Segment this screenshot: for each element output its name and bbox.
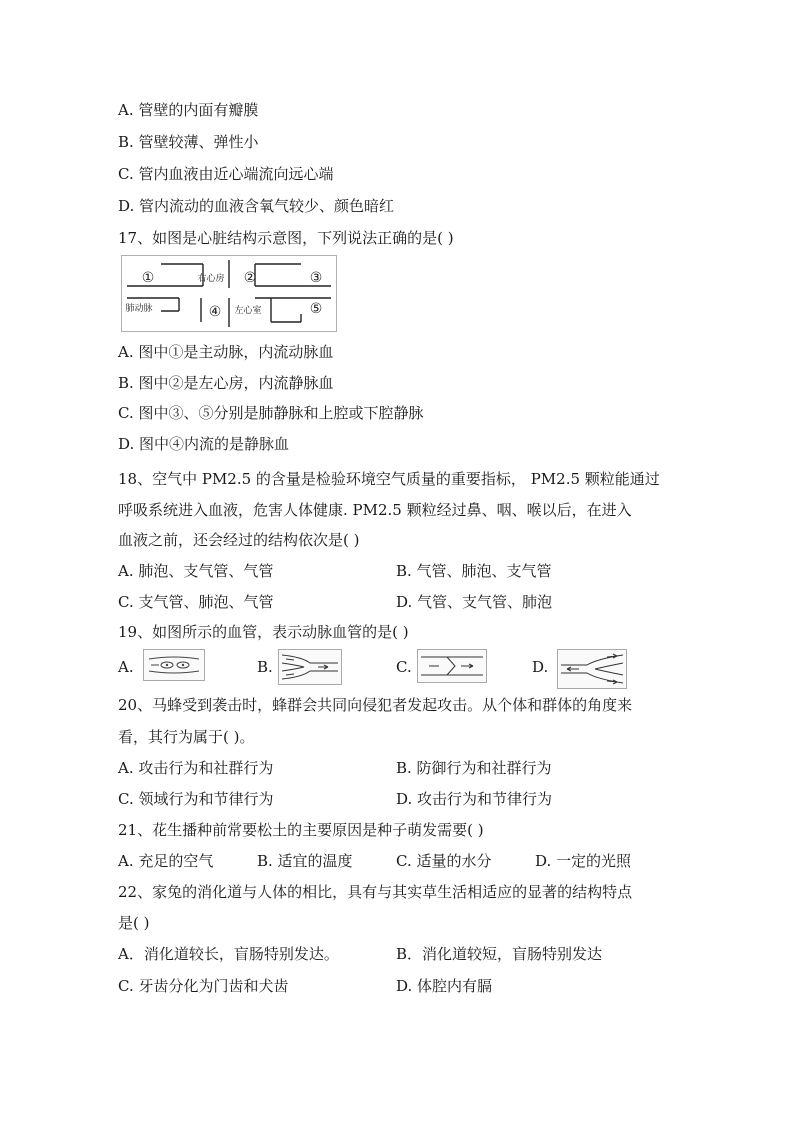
q21-option-c: C. 适量的水分 (396, 852, 492, 870)
capillary-vessel-image (143, 649, 205, 681)
label-5: ⑤ (309, 301, 323, 317)
q19-option-b-label: B. (257, 658, 273, 676)
q18-stem-line2: 呼吸系统进入血液，危害人体健康. PM2.5 颗粒经过鼻、咽、喉以后，在进入 (118, 501, 632, 519)
q22-option-b: B．消化道较短，盲肠特别发达 (396, 945, 603, 963)
q22-option-c: C. 牙齿分化为门齿和犬齿 (118, 977, 289, 995)
q19-option-a-label: A. (118, 658, 134, 676)
q21-option-d: D. 一定的光照 (535, 852, 632, 870)
label-4: ④ (208, 304, 222, 320)
q22-option-a: A．消化道较长，盲肠特别发达。 (118, 945, 339, 963)
q21-stem: 21、花生播种前常要松土的主要原因是种子萌发需要( ) (118, 821, 484, 839)
q20-option-a: A. 攻击行为和社群行为 (118, 759, 274, 777)
label-1: ① (141, 270, 155, 286)
left-ventricle-label: 左心室 (234, 306, 262, 316)
q17-stem: 17、如图是心脏结构示意图，下列说法正确的是( ) (118, 229, 454, 247)
label-3: ③ (309, 270, 323, 286)
q16-option-d: D. 管内流动的血液含氧气较少、颜色暗红 (118, 197, 395, 215)
q21-option-a: A. 充足的空气 (118, 852, 214, 870)
label-2: ② (243, 270, 257, 286)
q16-option-b: B. 管壁较薄、弹性小 (118, 133, 259, 151)
q20-stem-line2: 看，其行为属于( )。 (118, 728, 255, 746)
q18-option-b: B. 气管、肺泡、支气管 (396, 562, 552, 580)
q17-option-b: B. 图中②是左心房，内流静脉血 (118, 374, 334, 392)
branching-vessel-image (557, 649, 627, 689)
q16-option-c: C. 管内血液由近心端流向远心端 (118, 165, 334, 183)
converging-vessel-image (278, 649, 342, 685)
right-atrium-label: 右心房 (197, 274, 225, 284)
pulmonary-artery-label: 肺动脉 (125, 304, 153, 314)
q18-stem-line3: 血液之前，还会经过的结构依次是( ) (118, 531, 360, 549)
q22-stem-line1: 22、家兔的消化道与人体的相比，具有与其实草生活相适应的显著的结构特点 (118, 883, 633, 901)
q18-option-a: A. 肺泡、支气管、气管 (118, 562, 274, 580)
q20-stem-line1: 20、马蜂受到袭击时，蜂群会共同向侵犯者发起攻击。从个体和群体的角度来 (118, 696, 633, 714)
q18-stem-line1: 18、空气中 PM2.5 的含量是检验环境空气质量的重要指标， PM2.5 颗粒能通过 (118, 470, 660, 488)
q18-option-c: C. 支气管、肺泡、气管 (118, 593, 274, 611)
q22-stem-line2: 是( ) (118, 914, 150, 932)
q18-option-d: D. 气管、支气管、肺泡 (396, 593, 553, 611)
q19-stem: 19、如图所示的血管，表示动脉血管的是( ) (118, 623, 409, 641)
q17-option-a: A. 图中①是主动脉，内流动脉血 (118, 343, 334, 361)
q20-option-c: C. 领域行为和节律行为 (118, 790, 274, 808)
q22-option-d: D. 体腔内有膈 (396, 977, 493, 995)
q21-option-b: B. 适宜的温度 (257, 852, 353, 870)
q19-option-c-label: C. (396, 658, 412, 676)
q16-option-a: A. 管壁的内面有瓣膜 (118, 101, 259, 119)
q19-option-d-label: D. (532, 658, 549, 676)
q17-option-c: C. 图中③、⑤分别是肺静脉和上腔或下腔静脉 (118, 404, 424, 422)
heart-structure-diagram (121, 255, 337, 332)
q20-option-b: B. 防御行为和社群行为 (396, 759, 552, 777)
q17-option-d: D. 图中④内流的是静脉血 (118, 435, 290, 453)
q20-option-d: D. 攻击行为和节律行为 (396, 790, 553, 808)
valved-vessel-image (417, 649, 487, 683)
